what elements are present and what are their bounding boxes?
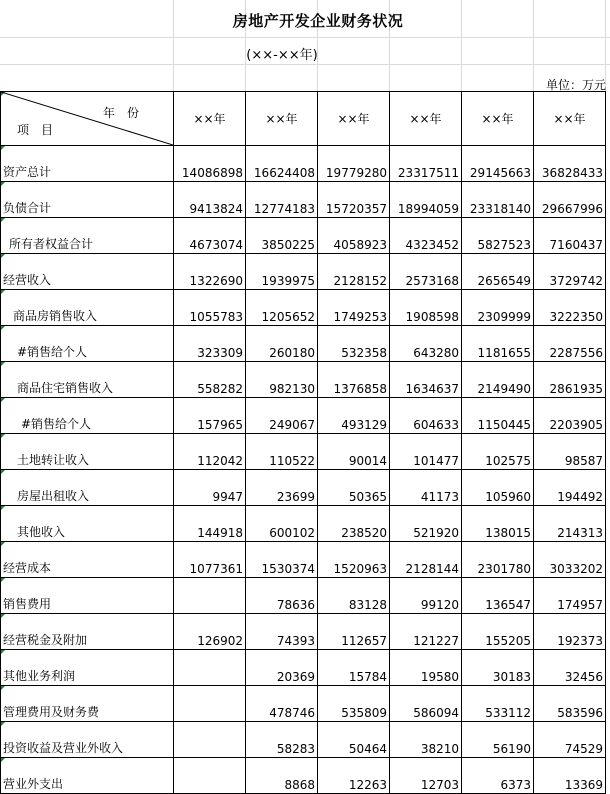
row-label-cell[interactable] [1,362,174,398]
value-cell[interactable]: 12774183 [246,182,318,218]
value-cell[interactable]: 9947 [174,470,246,506]
value-cell[interactable]: 12263 [318,758,390,794]
value-cell[interactable]: 20369 [246,650,318,686]
table-row [1,326,606,362]
row-label: 房屋出租收入 [17,489,90,503]
value-cell[interactable]: 98587 [534,434,606,470]
value-cell[interactable]: 121227 [390,614,462,650]
value-cell[interactable]: 1150445 [462,398,534,434]
value-cell[interactable]: 982130 [246,362,318,398]
row-label: 商品住宅销售收入 [17,381,114,395]
row-label: #销售给个人 [17,345,88,359]
row-label-cell[interactable] [1,326,174,362]
cell-marker [1,218,5,222]
value-cell[interactable]: 535809 [318,686,390,722]
value-cell[interactable]: 99120 [390,578,462,614]
row-label: 投资收益及营业外收入 [3,741,124,755]
value-cell[interactable]: 2287556 [534,326,606,362]
table-row [1,614,606,650]
value-cell[interactable]: 3222350 [534,290,606,326]
value-cell[interactable]: 15784 [318,650,390,686]
value-cell[interactable]: 600102 [246,506,318,542]
row-label: 所有者权益合计 [9,237,94,251]
row-label-cell[interactable] [1,506,174,542]
value-cell[interactable]: 6373 [462,758,534,794]
row-label-cell[interactable] [1,218,174,254]
value-cell[interactable]: 32456 [534,650,606,686]
cell-marker [1,362,5,366]
table-row [1,362,606,398]
value-cell[interactable]: 1634637 [390,362,462,398]
value-cell[interactable]: 155205 [462,614,534,650]
table-row [1,722,606,758]
value-cell[interactable]: 110522 [246,434,318,470]
sheet-subtitle: (××-××年) [246,48,318,63]
value-cell[interactable]: 2128152 [318,254,390,290]
value-cell[interactable]: 1205652 [246,290,318,326]
header-row [1,92,606,146]
sheet-title: 房地产开发企业财务状况 [232,12,404,30]
row-label: 土地转让收入 [17,453,90,467]
row-label: 营业外支出 [3,777,64,791]
value-cell[interactable]: 138015 [462,506,534,542]
value-cell[interactable]: 3729742 [534,254,606,290]
gridline [0,64,610,65]
row-label-cell[interactable] [1,398,174,434]
value-cell[interactable]: 105960 [462,470,534,506]
table-row [1,290,606,326]
cell-marker [1,398,5,402]
table-row [1,434,606,470]
value-cell[interactable]: 136547 [462,578,534,614]
value-cell[interactable] [174,578,246,614]
value-cell[interactable]: 2301780 [462,542,534,578]
gridline [0,37,610,38]
table-row [1,578,606,614]
value-cell[interactable]: 16624408 [246,146,318,182]
row-label-cell[interactable] [1,182,174,218]
row-label-cell[interactable] [1,542,174,578]
value-cell[interactable]: 2861935 [534,362,606,398]
value-cell[interactable]: 1749253 [318,290,390,326]
value-cell[interactable]: 29667996 [534,182,606,218]
value-cell[interactable]: 521920 [390,506,462,542]
row-label-cell[interactable] [1,686,174,722]
value-cell[interactable] [174,758,246,794]
value-cell[interactable]: 4323452 [390,218,462,254]
value-cell[interactable]: 532358 [318,326,390,362]
cell-marker [1,326,5,330]
value-cell[interactable]: 58283 [246,722,318,758]
value-cell[interactable]: 2149490 [462,362,534,398]
value-cell[interactable]: 192373 [534,614,606,650]
value-cell[interactable]: 558282 [174,362,246,398]
year-header-cell[interactable]: ××年 [390,92,462,146]
year-header-cell[interactable]: ××年 [246,92,318,146]
cell-marker [1,578,5,582]
value-cell[interactable]: 1376858 [318,362,390,398]
row-label-cell[interactable] [1,470,174,506]
value-cell[interactable]: 586094 [390,686,462,722]
table-row [1,506,606,542]
row-label-cell[interactable] [1,254,174,290]
value-cell[interactable]: 18994059 [390,182,462,218]
table-row [1,218,606,254]
value-cell[interactable]: 1939975 [246,254,318,290]
value-cell[interactable]: 23317511 [390,146,462,182]
value-cell[interactable]: 323309 [174,326,246,362]
row-label: 其他收入 [17,525,66,539]
value-cell[interactable] [174,722,246,758]
value-cell[interactable] [174,686,246,722]
value-cell[interactable] [174,650,246,686]
value-cell[interactable]: 8868 [246,758,318,794]
cell-marker [1,506,5,510]
table-row [1,758,606,794]
value-cell[interactable]: 90014 [318,434,390,470]
cell-marker [1,182,5,186]
year-header-cell[interactable]: ××年 [534,92,606,146]
cell-marker [1,146,5,150]
cell-marker [1,470,5,474]
value-cell[interactable]: 1908598 [390,290,462,326]
value-cell[interactable]: 56190 [462,722,534,758]
value-cell[interactable]: 260180 [246,326,318,362]
value-cell[interactable]: 112657 [318,614,390,650]
value-cell[interactable]: 2573168 [390,254,462,290]
table-row [1,542,606,578]
row-label-cell[interactable] [1,614,174,650]
value-cell[interactable]: 643280 [390,326,462,362]
financial-table [0,91,606,794]
cell-marker [1,722,5,726]
cell-marker [1,434,5,438]
value-cell[interactable]: 1520963 [318,542,390,578]
row-label: 经营收入 [3,273,52,287]
value-cell[interactable]: 249067 [246,398,318,434]
table-row [1,146,606,182]
row-label-cell[interactable] [1,650,174,686]
row-label-cell[interactable] [1,290,174,326]
value-cell[interactable]: 38210 [390,722,462,758]
corner-header-cell[interactable] [1,92,174,146]
cell-marker [1,686,5,690]
value-cell[interactable]: 23699 [246,470,318,506]
year-header-cell[interactable]: ××年 [174,92,246,146]
value-cell[interactable]: 30183 [462,650,534,686]
row-label: 管理费用及财务费 [3,705,100,719]
value-cell[interactable]: 604633 [390,398,462,434]
value-cell[interactable]: 83128 [318,578,390,614]
cell-marker [1,542,5,546]
value-cell[interactable]: 112042 [174,434,246,470]
table-row [1,470,606,506]
table-row [1,254,606,290]
table-row [1,650,606,686]
value-cell[interactable]: 1530374 [246,542,318,578]
value-cell[interactable]: 7160437 [534,218,606,254]
value-cell[interactable]: 194492 [534,470,606,506]
row-label-cell[interactable] [1,578,174,614]
cell-marker [1,650,5,654]
value-cell[interactable]: 126902 [174,614,246,650]
row-label-cell[interactable] [1,434,174,470]
value-cell[interactable]: 1322690 [174,254,246,290]
cell-marker [1,614,5,618]
value-cell[interactable]: 19779280 [318,146,390,182]
row-label: 销售费用 [3,597,52,611]
value-cell[interactable]: 15720357 [318,182,390,218]
value-cell[interactable]: 4673074 [174,218,246,254]
row-label: 经营税金及附加 [3,633,88,647]
value-cell[interactable]: 2656549 [462,254,534,290]
year-header-cell[interactable]: ××年 [462,92,534,146]
value-cell[interactable]: 36828433 [534,146,606,182]
row-label: 资产总计 [3,165,52,179]
unit-label: 单位：万元 [545,78,606,92]
value-cell[interactable]: 583596 [534,686,606,722]
year-header-cell[interactable]: ××年 [318,92,390,146]
value-cell[interactable]: 214313 [534,506,606,542]
value-cell[interactable]: 3850225 [246,218,318,254]
value-cell[interactable]: 74393 [246,614,318,650]
value-cell[interactable]: 12703 [390,758,462,794]
value-cell[interactable]: 29145663 [462,146,534,182]
value-cell[interactable]: 5827523 [462,218,534,254]
corner-item-label: 项 目 [17,123,54,137]
value-cell[interactable]: 3033202 [534,542,606,578]
value-cell[interactable]: 1077361 [174,542,246,578]
table-row [1,398,606,434]
value-cell[interactable]: 19580 [390,650,462,686]
table-row [1,686,606,722]
value-cell[interactable]: 144918 [174,506,246,542]
row-label: 其他业务利润 [3,669,76,683]
value-cell[interactable]: 9413824 [174,182,246,218]
value-cell[interactable]: 101477 [390,434,462,470]
value-cell[interactable]: 102575 [462,434,534,470]
value-cell[interactable]: 174957 [534,578,606,614]
value-cell[interactable]: 14086898 [174,146,246,182]
value-cell[interactable]: 4058923 [318,218,390,254]
value-cell[interactable]: 478746 [246,686,318,722]
value-cell[interactable]: 2128144 [390,542,462,578]
row-label: 负债合计 [3,201,52,215]
value-cell[interactable]: 238520 [318,506,390,542]
value-cell[interactable]: 78636 [246,578,318,614]
value-cell[interactable]: 2309999 [462,290,534,326]
cell-marker [1,290,5,294]
value-cell[interactable]: 74529 [534,722,606,758]
row-label: 商品房销售收入 [13,309,98,323]
value-cell[interactable]: 13369 [534,758,606,794]
table-body [1,92,606,794]
value-cell[interactable]: 157965 [174,398,246,434]
value-cell[interactable]: 493129 [318,398,390,434]
row-label-cell[interactable] [1,722,174,758]
value-cell[interactable]: 50365 [318,470,390,506]
value-cell[interactable]: 1055783 [174,290,246,326]
row-label-cell[interactable] [1,146,174,182]
cell-marker [1,758,5,762]
row-label-cell[interactable] [1,758,174,794]
row-label: #销售给个人 [21,417,92,431]
value-cell[interactable]: 1181655 [462,326,534,362]
value-cell[interactable]: 2203905 [534,398,606,434]
corner-year-label: 年 份 [102,106,139,120]
value-cell[interactable]: 23318140 [462,182,534,218]
table-row [1,182,606,218]
cell-marker [1,254,5,258]
value-cell[interactable]: 533112 [462,686,534,722]
value-cell[interactable]: 41173 [390,470,462,506]
row-label: 经营成本 [3,561,52,575]
value-cell[interactable]: 50464 [318,722,390,758]
